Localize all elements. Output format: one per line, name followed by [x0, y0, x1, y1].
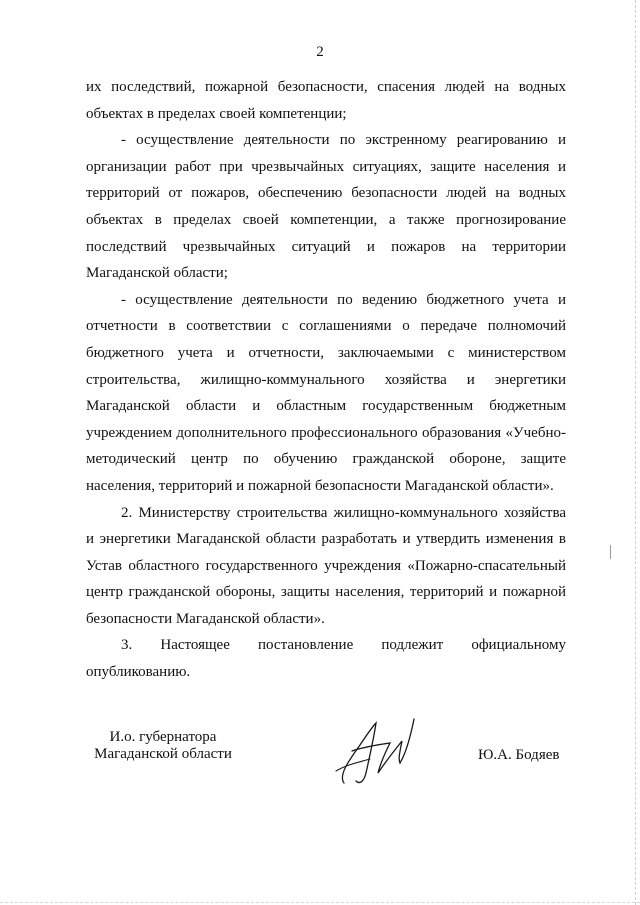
paragraph-publication: 3. Настоящее постановление подлежит официальному опубликованию. [86, 637, 566, 681]
paragraph-emergency-response: - осуществление деятельности по экстренному реагированию и организации работ при чрезвычайных ситуациях, защите населения и территорий от пожаров, обеспечению безопасности людей на водных объектах в пределах своей компетенции, а также прогнозирование последствий чрезвычайных ситуаций и пожаров на территории Магаданской области; [86, 132, 566, 282]
scan-artifact-tick [610, 545, 611, 559]
document-body [86, 74, 566, 686]
signatory-name: Ю.А. Бодяев [478, 747, 560, 763]
signatory-position-line2: Магаданской области [94, 746, 232, 762]
paragraph-budget-accounting: - осуществление деятельности по ведению бюджетного учета и отчетности в соответствии с соглашениями о передаче полномочий бюджетного учета и отчетности, заключаемыми с министерством строительства, жилищно-коммунального хозяйства и энергетики Магаданской области и областным государственным бюджетным учреждением дополнительного профессионального образования «Учебно-методический центр по обучению гражданской обороне, защите населения, территорий и пожарной безопасности Магаданской области». [86, 291, 566, 494]
paragraph-continuation: их последствий, пожарной безопасности, спасения людей на водных объектах в пределах своей компетенции; [86, 79, 566, 122]
signature-block [0, 727, 640, 797]
paragraph-ministry-instruction: 2. Министерству строительства жилищно-коммунального хозяйства и энергетики Магаданской области разработать и утвердить изменения в Устав областного государственного учреждения «Пожарно-спасательный центр гражданской обороны, защиты населения, территорий и пожарной безопасности Магаданской области». [86, 504, 566, 627]
signatory-position [88, 729, 238, 763]
page-number: 2 [316, 44, 324, 60]
signatory-position-line1: И.о. губернатора [109, 729, 217, 745]
scan-edge-bottom [0, 901, 640, 903]
scan-edge-right [633, 0, 636, 905]
handwritten-signature-icon [330, 715, 420, 790]
